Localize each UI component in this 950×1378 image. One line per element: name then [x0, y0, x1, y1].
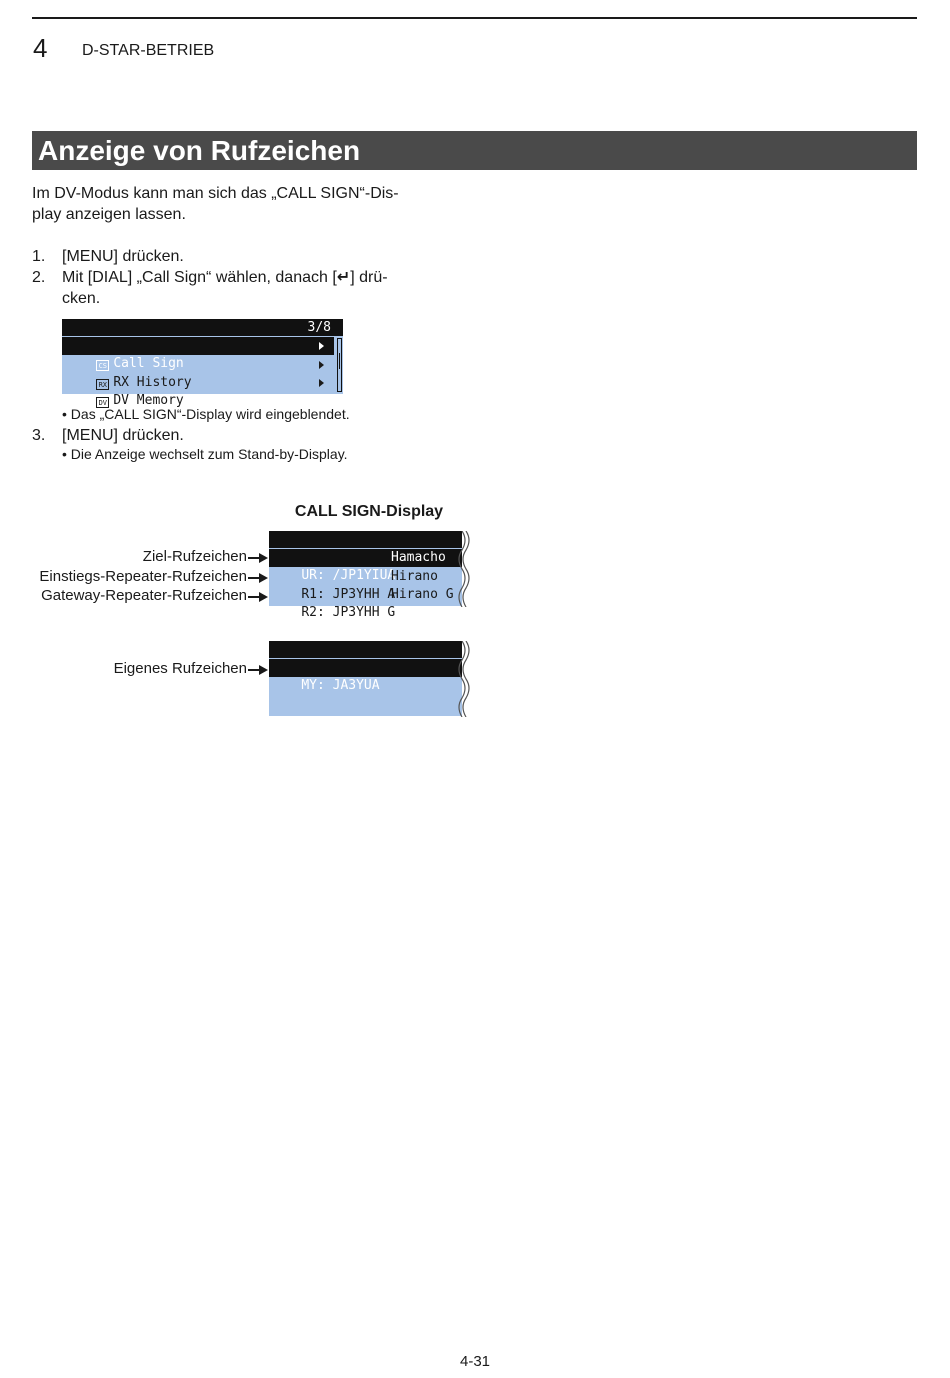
menu-item-rx-history[interactable] — [62, 356, 334, 390]
menu-item-label: Call Sign — [113, 356, 184, 371]
label-gateway-repeater: Gateway-Repeater-Rufzeichen — [41, 587, 247, 604]
chevron-right-icon — [319, 361, 324, 369]
step-2-text-line-2: cken. — [62, 290, 101, 307]
intro-line-2: play anzeigen lassen. — [32, 206, 186, 223]
intro-paragraph — [32, 183, 452, 225]
menu-title-bar — [62, 319, 343, 336]
top-rule — [32, 17, 917, 19]
row-call: JA3YUA — [332, 678, 380, 693]
step-3-text: [MENU] drücken. — [62, 427, 184, 444]
menu-item-dv-memory[interactable] — [62, 374, 334, 408]
row-name: Hirano G — [391, 587, 454, 602]
menu-page-indicator: 3/8 — [307, 320, 331, 335]
arrow-right-icon — [248, 577, 266, 579]
callsign-title-bar — [269, 531, 462, 548]
row-name: Hamacho — [391, 550, 446, 565]
note-step-2: • Das „CALL SIGN“-Display wird eingeblendet. — [62, 406, 350, 422]
step-2-text-start: Mit [DIAL] „Call Sign“ wählen, danach [ — [62, 269, 337, 286]
menu-item-label: RX History — [113, 375, 192, 390]
torn-edge-icon — [456, 531, 472, 607]
intro-line-1: Im DV-Modus kann man sich das „CALL SIGN“-Dis- — [32, 185, 399, 202]
step-1-number: 1. — [32, 248, 46, 265]
arrow-right-icon — [248, 557, 266, 559]
menu-item-call-sign[interactable] — [62, 337, 334, 371]
menu-item-label: DV Memory — [113, 393, 184, 408]
page-number: 4-31 — [459, 1353, 491, 1370]
note-step-3: • Die Anzeige wechselt zum Stand-by-Display. — [62, 446, 348, 462]
chapter-title: D-STAR-BETRIEB — [82, 42, 215, 59]
torn-edge-icon — [456, 641, 472, 717]
menu-scrollbar[interactable] — [337, 338, 342, 392]
callsign-row-r2[interactable] — [269, 586, 462, 620]
step-2-number: 2. — [32, 269, 46, 286]
callsign-screen — [269, 531, 462, 620]
scroll-thumb[interactable] — [339, 353, 340, 369]
menu-screen — [62, 319, 343, 408]
label-eigenes-rufzeichen: Eigenes Rufzeichen — [113, 660, 247, 677]
row-key: R2: — [301, 605, 325, 620]
row-key: MY: — [301, 678, 325, 693]
row-call: /JP1YIUA — [332, 568, 396, 583]
callsign-display-caption: CALL SIGN-Display — [294, 503, 444, 520]
chapter-number: 4 — [33, 33, 48, 63]
chevron-right-icon — [319, 342, 324, 350]
label-einstiegs-repeater: Einstiegs-Repeater-Rufzeichen — [39, 568, 247, 585]
row-call: JP3YHH A — [332, 587, 396, 602]
label-ziel-rufzeichen: Ziel-Rufzeichen — [142, 548, 247, 565]
call-sign-icon: CS — [96, 360, 109, 371]
row-key: UR: — [301, 568, 325, 583]
chevron-right-icon — [319, 379, 324, 387]
row-key: R1: — [301, 587, 325, 602]
row-name: Hirano — [391, 569, 438, 584]
my-row[interactable] — [269, 659, 462, 693]
my-title-bar — [269, 641, 462, 658]
arrow-right-icon — [248, 669, 266, 671]
arrow-right-icon — [248, 596, 266, 598]
section-title: Anzeige von Rufzeichen — [32, 131, 917, 170]
step-2-text-end: ] drü- — [350, 269, 388, 286]
row-call: JP3YHH G — [332, 605, 396, 620]
rx-history-icon: RX — [96, 379, 109, 390]
step-2-text — [62, 267, 388, 288]
my-callsign-screen — [269, 641, 462, 716]
dv-memory-icon: DV — [96, 397, 109, 408]
step-3-number: 3. — [32, 427, 46, 444]
step-1-text: [MENU] drücken. — [62, 248, 184, 265]
enter-key-icon: ↵ — [336, 269, 351, 286]
